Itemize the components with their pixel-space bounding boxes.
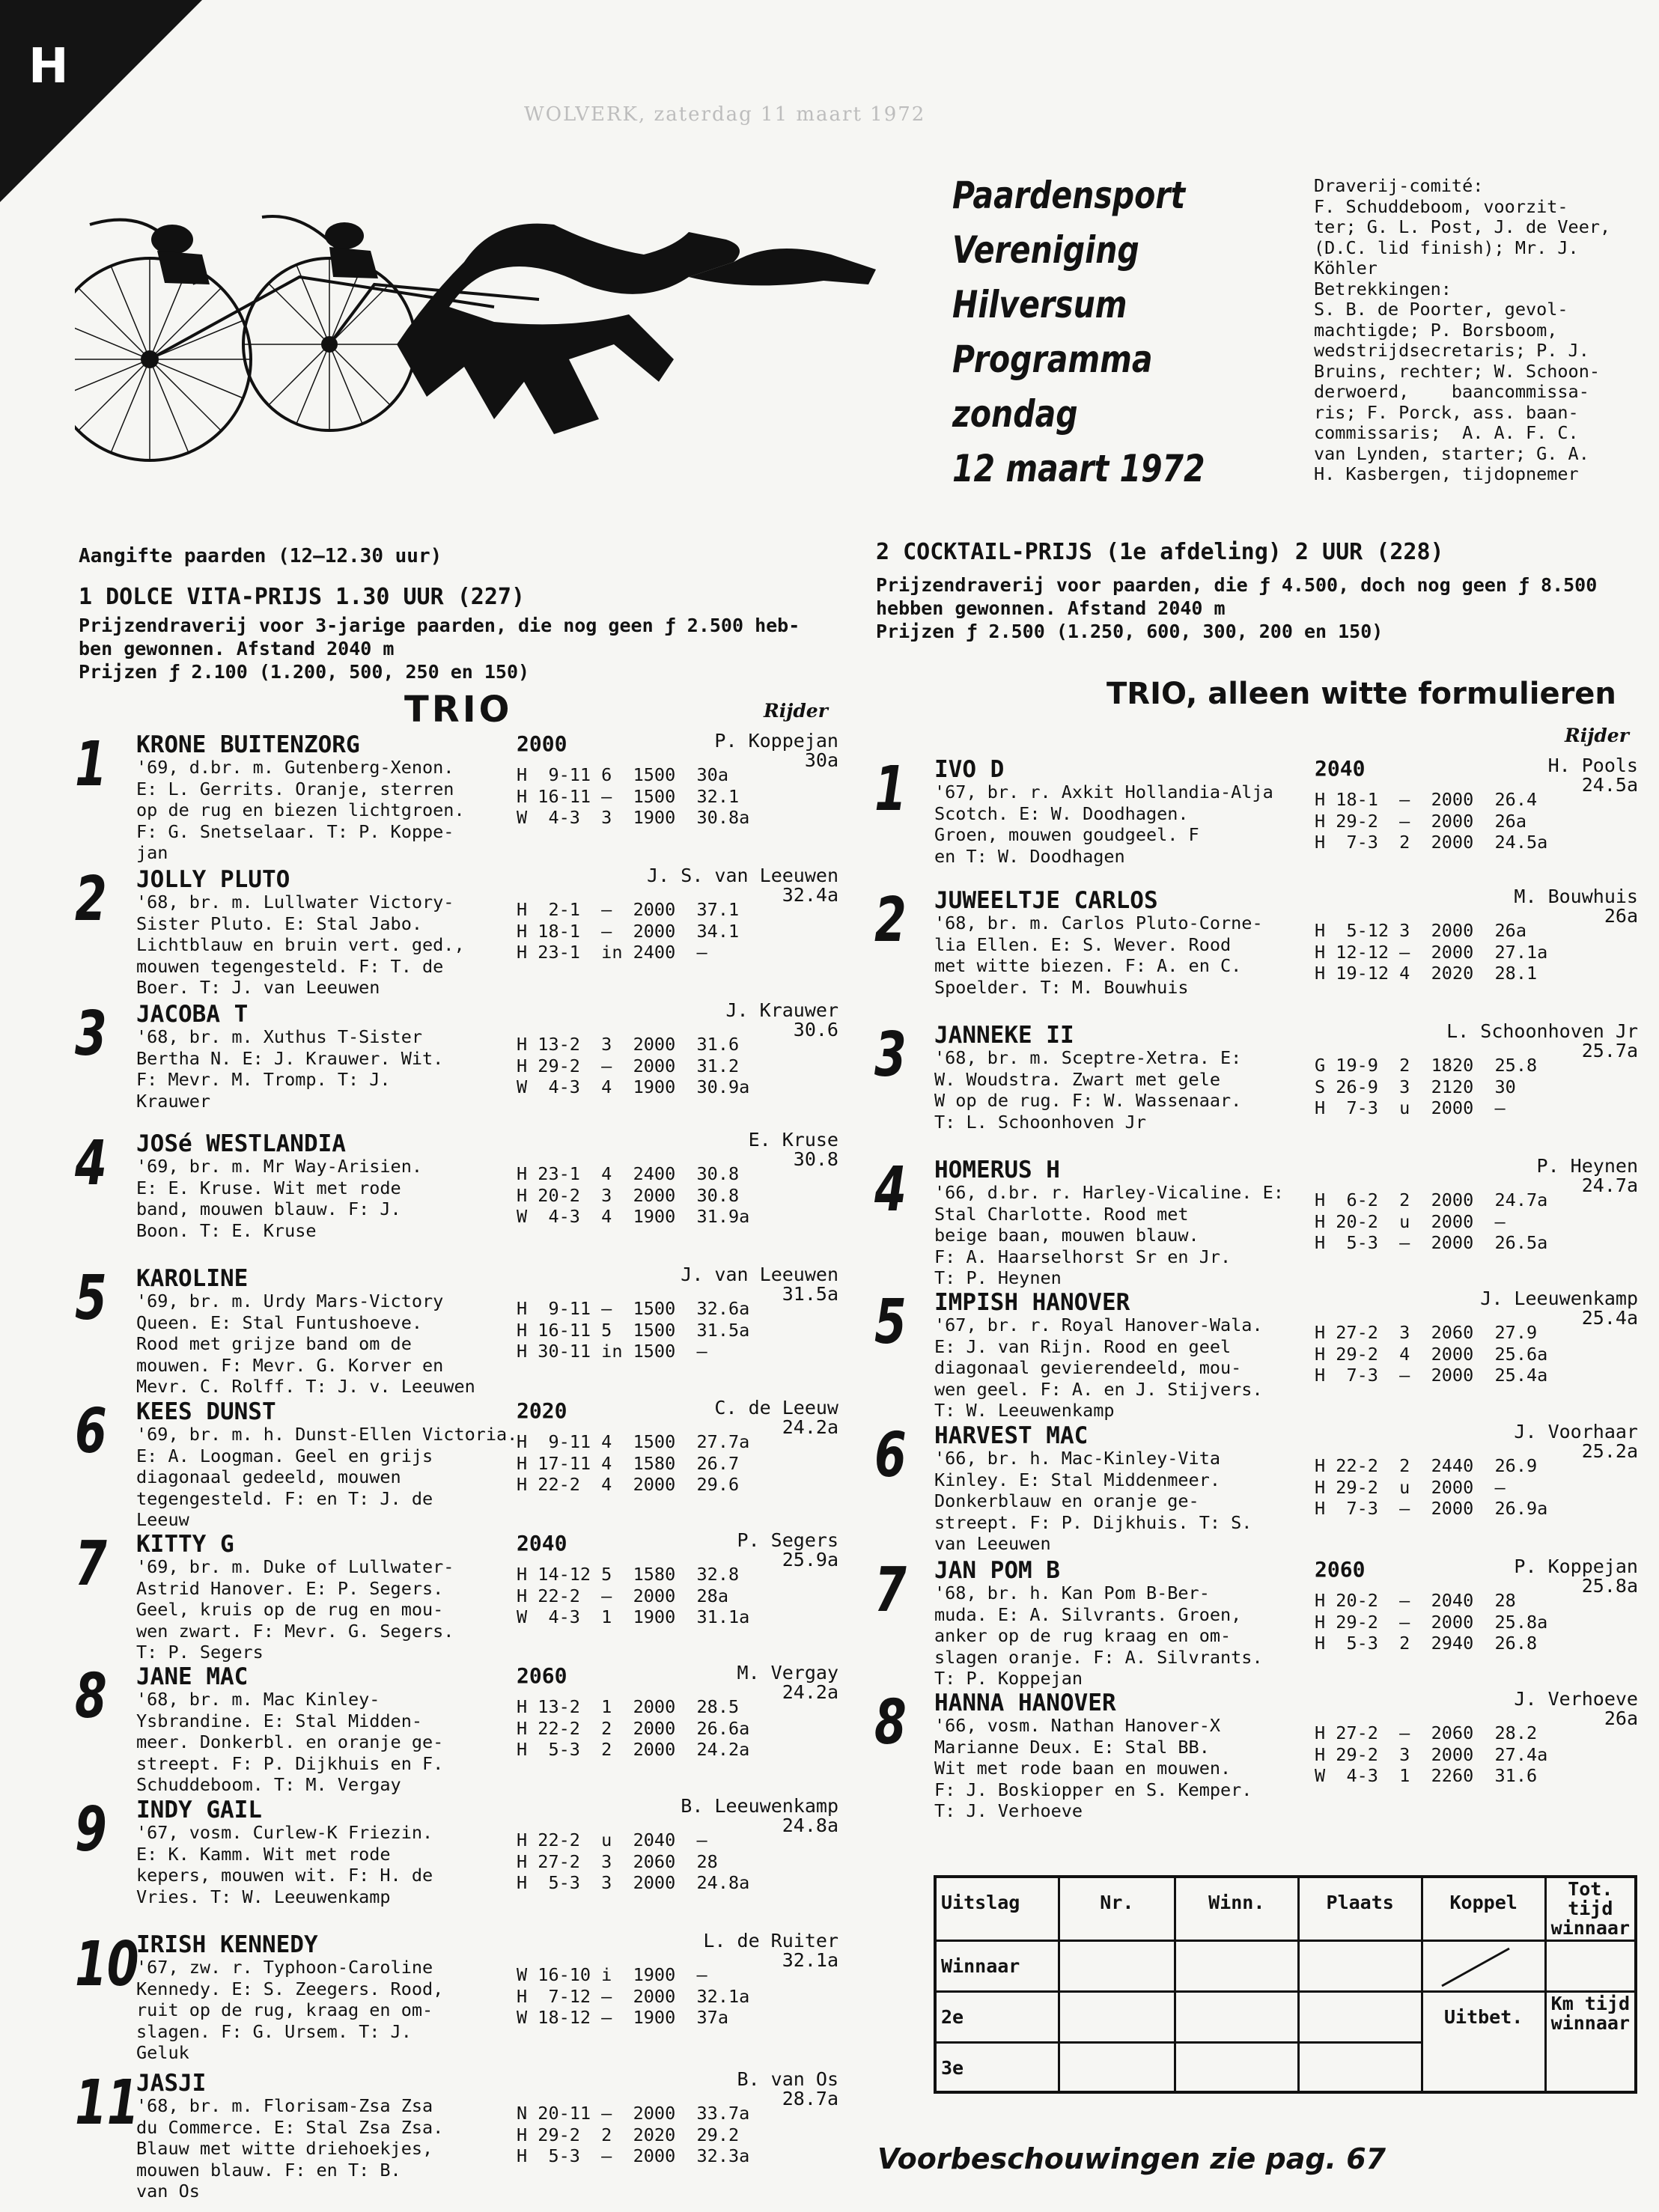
entry-number: 7 — [75, 1529, 107, 1600]
km-tijd-label: Km tijd winnaar — [1545, 1992, 1636, 2092]
horse-name: JASJI — [136, 2070, 207, 2097]
rider-name: B. Leeuwenkamp 24.8a — [681, 1795, 838, 1836]
entry-number: 1 — [874, 754, 907, 825]
horse-name: INDY GAIL — [136, 1797, 262, 1823]
past-results: H 14-12 5 1580 32.8 H 22-2 — 2000 28a W 4-3 1 1900 31.1a — [517, 1564, 750, 1627]
race1-title: 1 DOLCE VITA-PRIJS 1.30 UUR (227) — [79, 584, 526, 610]
rider-name: E. Kruse 30.8 — [748, 1129, 838, 1170]
horse-description: '66, d.br. r. Harley-Vicaline. E: Stal Charlotte. Rood met beige baan, mouwen blauw. F: A. Haarselhorst Sr en Jr. T: P. Heynen — [934, 1182, 1284, 1288]
past-results: H 27-2 — 2060 28.2 H 29-2 3 2000 27.4a W 4-3 1 2260 31.6 — [1315, 1722, 1548, 1786]
race2-title: 2 COCKTAIL-PRIJS (1e afdeling) 2 UUR (228) — [876, 539, 1444, 565]
horse-description: '69, br. m. Mr Way-Arisien. E: E. Kruse. Wit met rode band, mouwen blauw. F: J. Boon. T: E. Kruse — [136, 1156, 423, 1241]
horse-description: '67, br. r. Royal Hanover-Wala. E: J. van Rijn. Rood en geel diagonaal gevierendeeld, mou- wen geel. F: A. en J. Stijvers. T: W. Leeuwenkamp — [934, 1314, 1263, 1421]
title-line: zondag — [952, 392, 1078, 436]
horse-description: '69, d.br. m. Gutenberg-Xenon. E: L. Gerrits. Oranje, sterren op de rug en biezen lichtgroen. F: G. Snetselaar. T: P. Koppe- jan — [136, 757, 465, 863]
horse-name: KAROLINE — [136, 1265, 249, 1292]
row-3e: 3e — [935, 2043, 1059, 2092]
horse-sulky-illustration — [75, 195, 891, 464]
cell-empty — [1059, 2043, 1175, 2092]
entry-number: 11 — [75, 2068, 139, 2139]
horse-description: '68, br. h. Kan Pom B-Ber- muda. E: A. Silvrants. Groen, anker op de rug kraag en om- slagen oranje. F: A. Silvrants. T: P. Koppejan — [934, 1582, 1263, 1689]
header-title-block — [952, 168, 1205, 496]
header-nr: Nr. — [1059, 1877, 1175, 1941]
horse-description: '68, br. m. Florisam-Zsa Zsa du Commerce. E: Stal Zsa Zsa. Blauw met witte driehoekjes, mouwen blauw. F: en T: B. van Os — [136, 2095, 444, 2202]
cell-empty — [1175, 1941, 1298, 1992]
past-results: H 20-2 — 2040 28 H 29-2 — 2000 25.8a H 5-3 2 2940 26.8 — [1315, 1590, 1548, 1654]
horse-name: JOSé WESTLANDIA — [136, 1130, 346, 1157]
horse-entry — [75, 1529, 838, 1663]
past-results: H 22-2 u 2040 — H 27-2 3 2060 28 H 5-3 3 2000 24.8a — [517, 1829, 750, 1893]
horse-entry — [75, 1001, 838, 1128]
horse-name: JACOBA T — [136, 1001, 249, 1028]
race2-rijder-label: Rijder — [1565, 725, 1629, 746]
past-results: H 23-1 4 2400 30.8 H 20-2 3 2000 30.8 W 4-3 4 1900 31.9a — [517, 1163, 750, 1227]
race2-trio-heading: TRIO, alleen witte formulieren — [1106, 677, 1616, 711]
past-results: H 9-11 — 1500 32.6a H 16-11 5 1500 31.5a H 30-11 in 1500 — — [517, 1298, 750, 1362]
cell-empty — [1545, 1941, 1636, 1992]
horse-entry — [75, 2068, 838, 2202]
horse-description: '67, br. r. Axkit Hollandia-Alja Scotch. E: W. Doodhagen. Groen, mouwen goudgeel. F en T: W. Doodhagen — [934, 781, 1273, 867]
horse-name: KEES DUNST — [136, 1398, 276, 1425]
horse-description: '68, br. m. Lullwater Victory- Sister Pluto. E: Stal Jabo. Lichtblauw en bruin vert. ged., mouwen tegengesteld. F: T. de Boer. T: J. van Leeuwen — [136, 892, 465, 998]
title-line: Paardensport — [952, 174, 1186, 217]
horse-name: IRISH KENNEDY — [136, 1931, 318, 1958]
distance: 2000 — [517, 731, 567, 756]
distance: 2040 — [517, 1531, 567, 1556]
past-results: N 20-11 — 2000 33.7a H 29-2 2 2020 29.2 H 5-3 — 2000 32.3a — [517, 2103, 750, 2166]
horse-description: '66, br. h. Mac-Kinley-Vita Kinley. E: Stal Middenmeer. Donkerblauw en oranje ge- streept. F: P. Dijkhuis. T: S. van Leeuwen — [934, 1448, 1252, 1554]
horse-entry — [874, 1154, 1638, 1288]
horse-entry — [874, 1555, 1638, 1689]
horse-name: JUWEELTJE CARLOS — [934, 887, 1158, 914]
horse-name: JANNEKE II — [934, 1022, 1074, 1049]
rider-name: P. Koppejan 25.8a — [1514, 1556, 1638, 1597]
past-results: W 16-10 i 1900 — H 7-12 — 2000 32.1a W 18-12 — 1900 37a — [517, 1964, 750, 2028]
uitbet-label: Uitbet. — [1422, 1992, 1545, 2092]
rider-name: H. Pools 24.5a — [1547, 755, 1638, 796]
past-results: H 9-11 4 1500 27.7a H 17-11 4 1580 26.7 H 22-2 4 2000 29.6 — [517, 1431, 750, 1495]
distance: 2060 — [517, 1663, 567, 1688]
horse-entry — [874, 887, 1638, 1014]
past-results: H 6-2 2 2000 24.7a H 20-2 u 2000 — H 5-3 — 2000 26.5a — [1315, 1189, 1548, 1253]
horse-description: '67, zw. r. Typhoon-Caroline Kennedy. E: S. Zeegers. Rood, ruit op de rug, kraag en om- slagen. F: G. Ursem. T: J. Geluk — [136, 1957, 444, 2063]
footer-note: Voorbeschouwingen zie pag. 67 — [877, 2142, 1386, 2175]
horse-description: '68, br. m. Xuthus T-Sister Bertha N. E: J. Krauwer. Wit. F: Mevr. M. Tromp. T: J. Krauwer — [136, 1026, 444, 1112]
horse-description: '68, br. m. Sceptre-Xetra. E: W. Woudstra. Zwart met gele W op de rug. F: W. Wassenaar. T: L. Schoonhoven Jr — [934, 1047, 1242, 1133]
horse-description: '67, vosm. Curlew-K Friezin. E: K. Kamm. Wit met rode kepers, mouwen wit. F: H. de Vries. T: W. Leeuwenkamp — [136, 1822, 433, 1907]
horse-entry — [874, 1687, 1638, 1821]
rider-name: J. S. van Leeuwen 32.4a — [647, 865, 838, 906]
rider-name: J. Krauwer 30.6 — [725, 999, 838, 1041]
entry-number: 8 — [874, 1687, 907, 1758]
horse-entry — [75, 1263, 838, 1397]
entry-number: 3 — [874, 1020, 907, 1091]
rider-name: P. Heynen 24.7a — [1536, 1155, 1638, 1196]
entry-number: 4 — [874, 1154, 907, 1225]
entry-number: 7 — [874, 1555, 907, 1626]
title-line: Hilversum — [952, 283, 1127, 326]
header-plaats: Plaats — [1298, 1877, 1422, 1941]
rider-name: B. van Os 28.7a — [737, 2068, 838, 2109]
horse-name: JANE MAC — [136, 1663, 249, 1690]
entry-number: 10 — [75, 1929, 139, 2000]
race2-description: Prijzendraverij voor paarden, die ƒ 4.500, doch nog geen ƒ 8.500 hebben gewonnen. Afstand 2040 m Prijzen ƒ 2.500 (1.250, 600, 300, 200 en 150) — [876, 574, 1598, 642]
rider-name: P. Segers 25.9a — [737, 1529, 838, 1570]
result-table — [934, 1875, 1637, 2094]
entry-number: 8 — [75, 1661, 107, 1732]
header-koppel: Koppel — [1422, 1877, 1545, 1941]
horse-entry — [75, 864, 838, 998]
bleed-through-text: WOLVERK, zaterdag 11 maart 1972 — [524, 103, 926, 126]
title-line: Programma — [952, 338, 1153, 381]
entry-number: 3 — [75, 999, 107, 1070]
rider-name: J. Verhoeve 26a — [1514, 1688, 1638, 1729]
rider-name: J. van Leeuwen 31.5a — [681, 1264, 838, 1305]
entry-number: 2 — [874, 885, 907, 956]
entry-number: 5 — [874, 1287, 907, 1358]
horse-name: HANNA HANOVER — [934, 1690, 1116, 1716]
rider-name: C. de Leeuw 24.2a — [714, 1397, 838, 1438]
rider-name: M. Vergay 24.2a — [737, 1662, 838, 1703]
horse-entry — [874, 1287, 1638, 1421]
horse-description: '68, br. m. Carlos Pluto-Corne- lia Ellen. E: S. Wever. Rood met witte biezen. F: A. en C. Spoelder. T: M. Bouwhuis — [934, 912, 1263, 998]
horse-name: IVO D — [934, 756, 1005, 783]
slash-mark — [1438, 1945, 1513, 1990]
rider-name: L. Schoonhoven Jr 25.7a — [1446, 1020, 1638, 1061]
entry-number: 2 — [75, 864, 107, 935]
distance: 2020 — [517, 1398, 567, 1423]
horse-entry — [75, 1130, 838, 1258]
title-line: Vereniging — [952, 228, 1139, 272]
cell-empty — [1298, 2043, 1422, 2092]
rider-name: L. de Ruiter 32.1a — [703, 1930, 838, 1971]
koppel-slash-cell — [1422, 1941, 1545, 1992]
header-uitslag: Uitslag — [935, 1877, 1059, 1941]
past-results: H 27-2 3 2060 27.9 H 29-2 4 2000 25.6a H 7-3 — 2000 25.4a — [1315, 1322, 1548, 1386]
past-results: H 18-1 — 2000 26.4 H 29-2 — 2000 26a H 7-3 2 2000 24.5a — [1315, 789, 1548, 853]
entry-number: 6 — [874, 1420, 907, 1491]
header-winn: Winn. — [1175, 1877, 1298, 1941]
header-tot-tijd: Tot. tijd winnaar — [1545, 1877, 1636, 1941]
horse-name: HOMERUS H — [934, 1157, 1060, 1183]
past-results: H 13-2 3 2000 31.6 H 29-2 — 2000 31.2 W 4-3 4 1900 30.9a — [517, 1034, 750, 1097]
corner-letter: H — [28, 39, 69, 94]
past-results: H 5-12 3 2000 26a H 12-12 — 2000 27.1a H 19-12 4 2020 28.1 — [1315, 920, 1548, 984]
horse-entry — [874, 1022, 1638, 1149]
distance: 2040 — [1315, 756, 1366, 781]
horse-name: IMPISH HANOVER — [934, 1289, 1130, 1316]
distance: 2060 — [1315, 1557, 1366, 1582]
horse-name: JAN POM B — [934, 1557, 1060, 1584]
race1-rijder-label: Rijder — [764, 700, 828, 722]
horse-description: '68, br. m. Mac Kinley- Ysbrandine. E: Stal Midden- meer. Donkerbl. en oranje ge- streept. F: P. Dijkhuis en F. Schuddeboom. T: M. Vergay — [136, 1689, 444, 1795]
row-2e: 2e — [935, 1992, 1059, 2043]
cell-empty — [1059, 1941, 1175, 1992]
cell-empty — [1175, 2043, 1298, 2092]
horse-entry — [75, 1396, 838, 1530]
past-results: H 2-1 — 2000 37.1 H 18-1 — 2000 34.1 H 23-1 in 2400 — — [517, 899, 740, 963]
entry-number: 9 — [75, 1794, 107, 1865]
past-results: G 19-9 2 1820 25.8 S 26-9 3 2120 30 H 7-3 u 2000 — — [1315, 1055, 1538, 1118]
entry-number: 4 — [75, 1128, 107, 1199]
horse-description: '66, vosm. Nathan Hanover-X Marianne Deux. E: Stal BB. Wit met rode baan en mouwen. F: J. Boskiopper en S. Kemper. T: J. Verhoeve — [934, 1715, 1252, 1821]
race1-pre-heading: Aangifte paarden (12—12.30 uur) — [79, 545, 442, 567]
past-results: H 22-2 2 2440 26.9 H 29-2 u 2000 — H 7-3 — 2000 26.9a — [1315, 1455, 1548, 1519]
horse-name: KRONE BUITENZORG — [136, 731, 360, 758]
horse-description: '69, br. m. h. Dunst-Ellen Victoria. E: A. Loogman. Geel en grijs diagonaal gedeeld, mouwen tegengesteld. F: en T: J. de Leeuw — [136, 1424, 518, 1530]
rider-name: J. Leeuwenkamp 25.4a — [1480, 1288, 1638, 1329]
horse-description: '69, br. m. Urdy Mars-Victory Queen. E: Stal Funtushoeve. Rood met grijze band om de mouwen. F: Mevr. G. Korver en Mevr. C. Rolff. T: J. v. Leeuwen — [136, 1291, 475, 1397]
page-corner-tab — [0, 0, 202, 202]
cell-empty — [1298, 1941, 1422, 1992]
horse-description: '69, br. m. Duke of Lullwater- Astrid Hanover. E: P. Segers. Geel, kruis op de rug en mou- wen zwart. F: Mevr. G. Segers. T: P. Segers — [136, 1556, 454, 1663]
horse-entry — [75, 1661, 838, 1795]
cell-empty — [1059, 1992, 1175, 2043]
committee-list: Draverij-comité: F. Schuddeboom, voorzit- ter; G. L. Post, J. de Veer, (D.C. lid finish); Mr. J. Köhler Betrekkingen: S. B. de Poorter, gevol- machtigde; P. Borsboom, wedstrijdsecretaris; P. J. Bruins, rechter; W. Schoon- derwoerd, baancommissa- ris; F. Porck, ass. baan- commissaris; A. A. F. C. van Lynden, starter; G. A. H. Kasbergen, tijdopnemer — [1314, 175, 1611, 484]
cell-empty — [1175, 1992, 1298, 2043]
entry-number: 1 — [75, 729, 107, 800]
horse-entry — [75, 729, 838, 863]
rider-name: J. Voorhaar 25.2a — [1514, 1421, 1638, 1462]
horse-name: KITTY G — [136, 1531, 234, 1558]
entry-number: 5 — [75, 1263, 107, 1334]
past-results: H 9-11 6 1500 30a H 16-11 — 1500 32.1 W 4-3 3 1900 30.8a — [517, 764, 750, 828]
title-line: 12 maart 1972 — [952, 447, 1205, 490]
cell-empty — [1298, 1992, 1422, 2043]
horse-entry — [874, 756, 1638, 883]
horse-name: JOLLY PLUTO — [136, 866, 290, 893]
rider-name: P. Koppejan 30a — [714, 730, 838, 771]
horse-name: HARVEST MAC — [934, 1422, 1089, 1449]
horse-entry — [75, 1794, 838, 1924]
past-results: H 13-2 1 2000 28.5 H 22-2 2 2000 26.6a H 5-3 2 2000 24.2a — [517, 1696, 750, 1760]
entry-number: 6 — [75, 1396, 107, 1467]
row-winnaar: Winnaar — [935, 1941, 1059, 1992]
rider-name: M. Bouwhuis 26a — [1514, 886, 1638, 927]
race1-description: Prijzendraverij voor 3-jarige paarden, die nog geen ƒ 2.500 heb- ben gewonnen. Afstand 2040 m Prijzen ƒ 2.100 (1.200, 500, 250 en 150) — [79, 615, 800, 683]
race1-trio-heading: TRIO — [404, 689, 513, 731]
horse-entry — [75, 1929, 838, 2063]
horse-entry — [874, 1420, 1638, 1554]
